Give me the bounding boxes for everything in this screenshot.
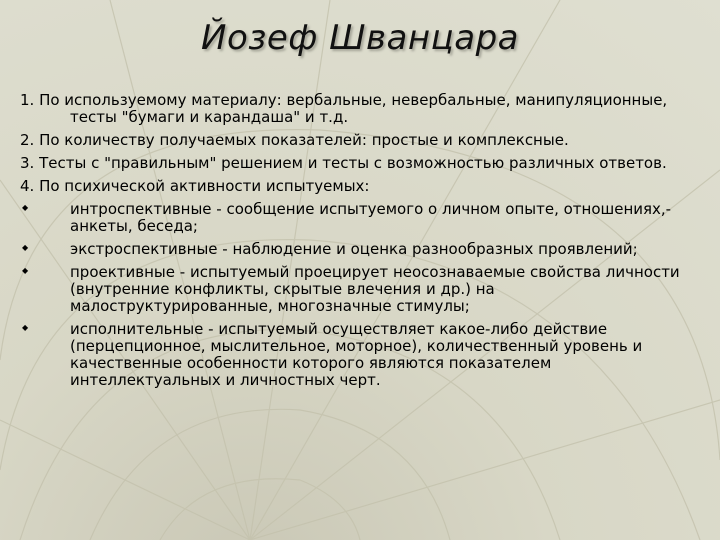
bullet-text: интроспективные - сообщение испытуемого о личном опыте, отношениях,- анкеты, беседа; xyxy=(70,200,672,235)
bullet-item-projective xyxy=(20,264,702,315)
bullet-item-executive xyxy=(20,321,702,389)
diamond-bullet-icon: ◆ xyxy=(22,323,29,332)
bullet-text: экстроспективные - наблюдение и оценка разнообразных проявлений; xyxy=(70,240,638,258)
diamond-bullet-icon: ◆ xyxy=(22,243,29,252)
diamond-bullet-icon: ◆ xyxy=(22,203,29,212)
bullet-item-extrospective xyxy=(20,241,702,258)
numbered-item-2: 2. По количеству получаемых показателей: простые и комплексные. xyxy=(20,131,569,149)
numbered-item-3: 3. Тесты с "правильным" решением и тесты с возможностью различных ответов. xyxy=(20,154,667,172)
bullet-text: исполнительные - испытуемый осуществляет какое-либо действие (перцепционное, мыслительное, моторное), количественный уровень и качественные особенности которого являются показателем интеллектуальных и личностных черт. xyxy=(70,320,643,389)
bullet-text: проективные - испытуемый проецирует неосознаваемые свойства личности (внутренние конфликты, скрытые влечения и др.) на малоструктурированные, многозначные стимулы; xyxy=(70,263,680,315)
numbered-item-1: 1. По используемому материалу: вербальные, невербальные, манипуляционные, тесты "бумаги и карандаша" и т.д. xyxy=(20,91,668,126)
slide-title: Йозеф Шванцара xyxy=(201,18,519,58)
numbered-item-4: 4. По психической активности испытуемых: xyxy=(20,177,370,195)
bullet-item-introspective xyxy=(20,201,702,235)
diamond-bullet-icon: ◆ xyxy=(22,266,29,275)
slide-content xyxy=(20,92,702,395)
